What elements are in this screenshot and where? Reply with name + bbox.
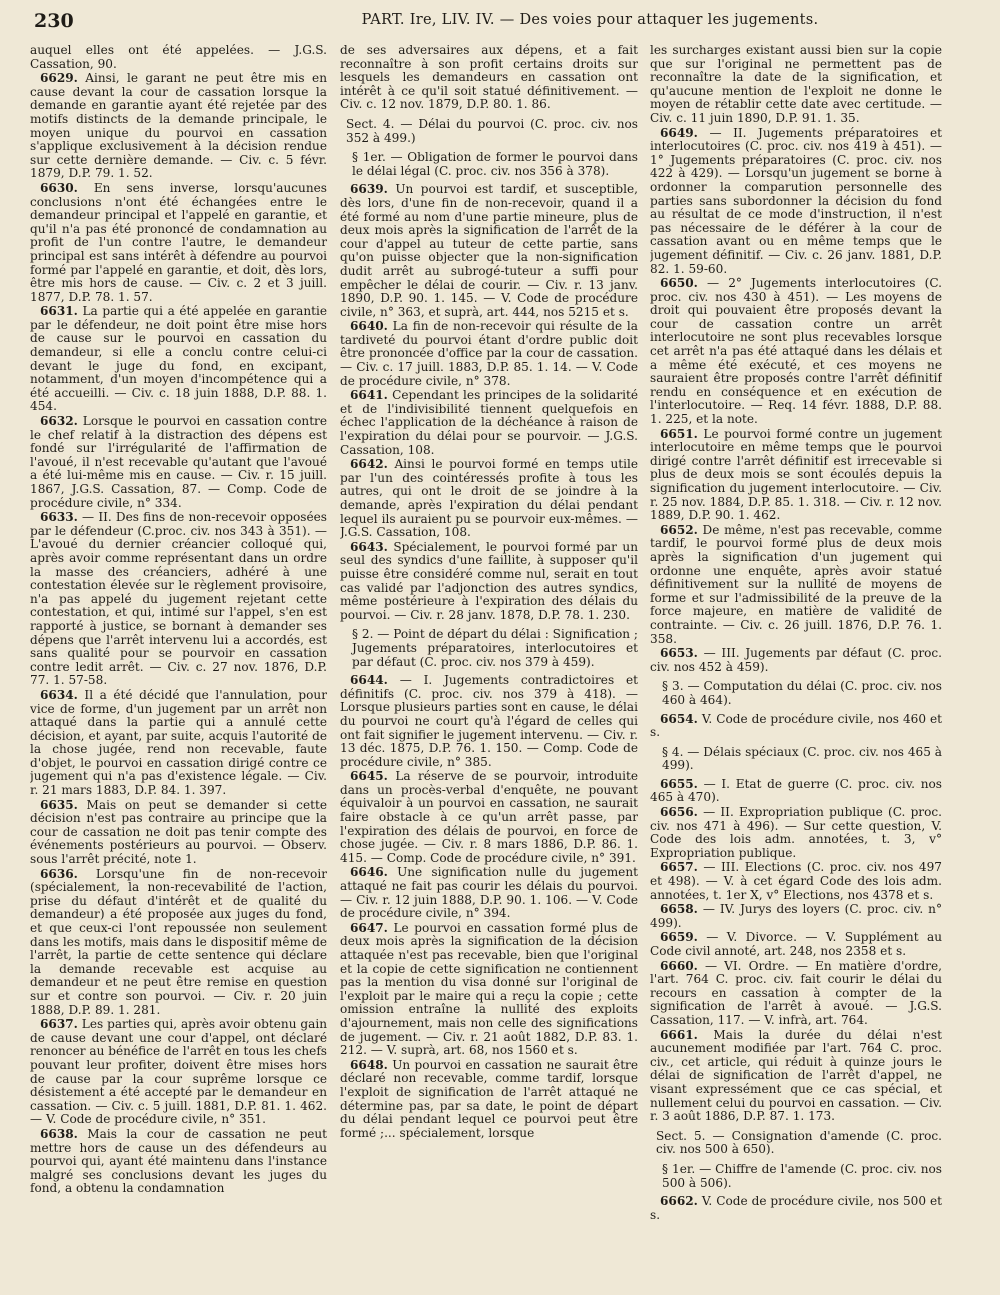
paragraph-number: 6650. bbox=[660, 276, 698, 291]
paragraph-number: 6636. bbox=[40, 866, 78, 881]
paragraph-text: En sens inverse, lorsqu'aucunes conclusions n'ont été échangées entre le demandeur principal et l'appelé en garantie, et qu'il n'a pas été prononcé de condamnation au profit de l'un contre l'autre, le demandeur principal est sans intérêt à défendre au pourvoi formé par l'appelé en garantie, et doit, dès lors, être mis hors de cause. — Civ. c. 2 et 3 juill. 1877, D.P. 78. 1. 57. bbox=[30, 180, 327, 304]
paragraph-text: Une signification nulle du jugement attaqué ne fait pas courir les délais du pourvoi. — Civ. r. 12 juin 1888, D.P. 90. 1. 106. — V. Code de procédure civile, n° 394. bbox=[340, 865, 638, 921]
paragraph-text: De même, n'est pas recevable, comme tardif, le pourvoi formé plus de deux mois après la signification d'un jugement qui ordonne une enquête, après avoir statué définitivement sur la nullité de moyens de forme et sur l'admissibilité de la preuve de la force majeure, en matière de validité de contrainte. — Civ. c. 26 juill. 1876, D.P. 76. 1. 358. bbox=[650, 522, 942, 646]
paragraph bbox=[650, 1195, 942, 1222]
paragraph-number: 6632. bbox=[40, 414, 78, 429]
subsection-heading bbox=[650, 680, 942, 707]
paragraph-text: § 1er. — Chiffre de l'amende (C. proc. civ. nos 500 à 506). bbox=[662, 1161, 942, 1190]
paragraph-number: 6647. bbox=[350, 920, 388, 935]
paragraph bbox=[30, 44, 327, 71]
paragraph-text: Le pourvoi formé contre un jugement interlocutoire en même temps que le pourvoi dirigé contre l'arrêt définitif est irrecevable si plus de deux mois se sont écoulés depuis la signification du jugement interlocutoire. — Civ. r. 25 nov. 1884, D.P. 85. 1. 318. — Civ. r. 12 nov. 1889, D.P. 90. 1. 462. bbox=[650, 426, 942, 523]
running-title: PART. Ire, LIV. IV. — Des voies pour attaquer les jugements. bbox=[361, 12, 819, 28]
paragraph-number: 6639. bbox=[350, 182, 388, 197]
paragraph-text: La réserve de se pourvoir, introduite dans un procès-verbal d'enquête, ne pouvant équivaloir à un pourvoi en cassation, ne saurait faire obstacle à ce qu'un arrêt passe, par l'expiration des délais de pourvoi, en force de chose jugée. — Civ. r. 8 mars 1886, D.P. 86. 1. 415. — Comp. Code de procédure civile, n° 391. bbox=[340, 769, 638, 865]
paragraph-text: § 1er. — Obligation de former le pourvoi dans le délai légal (C. proc. civ. nos 356 à 378). bbox=[352, 150, 638, 178]
paragraph-text: — I. Etat de guerre (C. proc. civ. nos 465 à 470). bbox=[650, 776, 942, 805]
paragraph bbox=[340, 866, 638, 920]
paragraph bbox=[650, 903, 942, 930]
paragraph-number: 6646. bbox=[350, 865, 388, 880]
paragraph-text: V. Code de procédure civile, nos 500 et s. bbox=[650, 1194, 942, 1222]
paragraph bbox=[340, 458, 638, 540]
paragraph bbox=[30, 305, 327, 414]
paragraph-number: 6629. bbox=[40, 71, 78, 86]
paragraph-text: — VI. Ordre. — En matière d'ordre, l'art. 764 C. proc. civ. fait courir le délai du recours en cassation à compter de la signification de l'arrêt à avoué. — J.G.S. Cassation, 117. — V. infrà, art. 764. bbox=[650, 958, 942, 1027]
page-header bbox=[30, 10, 970, 34]
paragraph bbox=[340, 183, 638, 319]
paragraph-text: V. Code de procédure civile, nos 460 et s. bbox=[650, 711, 942, 740]
paragraph-text: La partie qui a été appelée en garantie par le défendeur, ne doit point être mise hors de cause sur le pourvoi en cassation du demandeur, si elle a conclu contre celui-ci devant le juge du fond, en excipant, notamment, d'un moyen d'incompétence qui a été accueilli. — Civ. c. 18 juin 1888, D.P. 88. 1. 454. bbox=[30, 304, 327, 414]
text-column-left bbox=[30, 44, 327, 1287]
paragraph bbox=[340, 389, 638, 457]
paragraph-text: La fin de non-recevoir qui résulte de la tardiveté du pourvoi étant d'ordre public doit être prononcée d'office par la cour de cassation. — Civ. c. 17 juill. 1883, D.P. 85. 1. 14. — V. Code de procédure civile, n° 378. bbox=[340, 319, 638, 388]
paragraph bbox=[650, 524, 942, 646]
paragraph-text: de ses adversaires aux dépens, et a fait reconnaître à son profit certains droits sur lesquels les demandeurs en cassation ont intérêt à ce qu'il soit statué définitivement. — Civ. c. 12 nov. 1879, D.P. 80. 1. 86. bbox=[340, 44, 638, 112]
paragraph-text: Mais la cour de cassation ne peut mettre hors de cause un des défendeurs au pourvoi qui, ayant été maintenu dans l'instance malgré ses conclusions devant les juges du fond, a obtenu la condamnation bbox=[30, 1126, 327, 1196]
paragraph-number: 6652. bbox=[660, 522, 698, 537]
paragraph-text: Cependant les principes de la solidarité et de l'indivisibilité tiennent quelquefois en échec l'application de la déchéance à raison de l'expiration du délai pour se pourvoir. — J.G.S. Cassation, 108. bbox=[340, 388, 638, 457]
section-heading bbox=[340, 118, 638, 145]
paragraph-text: Mais la durée du délai n'est aucunement modifiée par l'art. 764 C. proc. civ., cet article, qui réduit à quinze jours le délai de signification de l'arrêt d'appel, ne visant expressément que ce cas spécial, et nullement celui du pourvoi en cassation. — Civ. r. 3 août 1886, D.P. 87. 1. 173. bbox=[650, 1027, 942, 1124]
paragraph-number: 6630. bbox=[40, 180, 78, 195]
paragraph-text: — II. Expropriation publique (C. proc. civ. nos 471 à 496). — Sur cette question, V. Code des lois adm. annotées, t. 3, v° Expropriation publique. bbox=[650, 805, 942, 860]
paragraph bbox=[30, 868, 327, 1018]
paragraph-text: — I. Jugements contradictoires et définitifs (C. proc. civ. nos 379 à 418). — Lorsque plusieurs parties sont en cause, le délai du pourvoi ne court qu'à l'égard de celles qui ont fait signifier le jugement intervenu. — Civ. r. 13 déc. 1875, D.P. 76. 1. 150. — Comp. Code de procédure civile, n° 385. bbox=[340, 673, 638, 769]
paragraph-text: Il a été décidé que l'annulation, pour vice de forme, d'un jugement par un arrêt non attaqué dans la partie qui a annulé cette décision, et ayant, par suite, acquis l'autorité de la chose jugée, rend non recevable, faute d'objet, le pourvoi en cassation dirigé contre ce jugement qui n'a pas d'existence légale. — Civ. r. 21 mars 1883, D.P. 84. 1. 397. bbox=[30, 687, 327, 798]
paragraph-text: Un pourvoi est tardif, et susceptible, dès lors, d'une fin de non-recevoir, quand il a été formé au nom d'une partie mineure, plus de deux mois après la signification de l'arrêt de la cour d'appel au tuteur de cette partie, sans qu'on puisse objecter que la non-signification dudit arrêt au subrogé-tuteur a suffi pour empêcher le délai de courir. — Civ. r. 13 janv. 1890, D.P. 90. 1. 145. — V. Code de procédure civile, n° 363, et suprà, art. 444, nos 5215 et s. bbox=[340, 182, 638, 319]
paragraph bbox=[340, 44, 638, 112]
text-column-middle bbox=[340, 44, 638, 1287]
paragraph-number: 6645. bbox=[350, 769, 388, 784]
paragraph-number: 6634. bbox=[40, 687, 78, 702]
paragraph bbox=[650, 277, 942, 427]
paragraph bbox=[650, 960, 942, 1028]
paragraph bbox=[30, 689, 327, 798]
paragraph-text: Sect. 4. — Délai du pourvoi (C. proc. civ. nos 352 à 499.) bbox=[346, 116, 638, 145]
paragraph-text: — V. Divorce. — V. Supplément au Code civil annoté, art. 248, nos 2358 et s. bbox=[650, 930, 942, 958]
paragraph-number: 6631. bbox=[40, 304, 78, 319]
paragraph bbox=[650, 1029, 942, 1124]
paragraph-text: Ainsi le pourvoi formé en temps utile par l'un des cointéressés profite à tous les autres, qui ont le droit de se joindre à la demande, après l'expiration du délai pendant lequel ils auraient pu se pourvoir eux-mêmes. — J.G.S. Cassation, 108. bbox=[340, 457, 638, 540]
paragraph bbox=[650, 127, 942, 277]
paragraph-number: 6661. bbox=[660, 1027, 698, 1042]
paragraph-text: Le pourvoi en cassation formé plus de deux mois après la signification de la décision attaquée n'est pas recevable, bien que l'original et la copie de cette signification ne contiennent pas la mention du visa donné sur l'original de l'exploit par le maire qui a reçu la copie ; cette omission entraîne la nullité des exploits d'ajournement, mais non celle des significations de jugement. — Civ. r. 21 août 1882, D.P. 83. 1. 212. — V. suprà, art. 68, nos 1560 et s. bbox=[340, 920, 638, 1058]
paragraph-number: 6635. bbox=[40, 797, 78, 812]
paragraph-number: 6642. bbox=[350, 457, 388, 472]
paragraph bbox=[650, 778, 942, 805]
page-number: 230 bbox=[34, 10, 74, 32]
paragraph bbox=[340, 770, 638, 865]
paragraph-number: 6649. bbox=[660, 125, 698, 140]
paragraph bbox=[30, 511, 327, 688]
paragraph-text: — IV. Jurys des loyers (C. proc. civ. n° 499). bbox=[650, 902, 942, 930]
paragraph-number: 6651. bbox=[660, 426, 698, 441]
paragraph-text: Lorsqu'une fin de non-recevoir (spécialement, la non-recevabilité de l'action, prise du défaut d'intérêt et de qualité du demandeur) a été proposée aux juges du fond, et que ceux-ci l'ont repoussée non seulement dans les motifs, mais dans le dispositif même de l'arrêt, la partie de cette sentence qui déclare la demande recevable est acquise au demandeur et ne peut être remise en question sur et contre son pourvoi. — Civ. r. 20 juin 1888, D.P. 89. 1. 281. bbox=[30, 866, 327, 1017]
paragraph-text: § 2. — Point de départ du délai : Signification ; Jugements préparatoires, interlocutoires et par défaut (C. proc. civ. nos 379 à 459). bbox=[352, 627, 638, 669]
paragraph bbox=[340, 541, 638, 623]
paragraph-number: 6638. bbox=[40, 1126, 78, 1141]
paragraph-text: § 4. — Délais spéciaux (C. proc. civ. nos 465 à 499). bbox=[662, 744, 942, 773]
paragraph-text: — 2° Jugements interlocutoires (C. proc. civ. nos 430 à 451). — Les moyens de droit qui pouvaient être proposés devant la cour de cassation contre un arrêt interlocutoire ne sont plus recevables lorsque cet arrêt n'a pas été attaqué dans les délais et a même été exécuté, et ces moyens ne sauraient être proposés contre l'arrêt définitif rendu en conséquence et en exécution de l'interlocutoire. — Req. 14 févr. 1888, D.P. 88. 1. 225, et la note. bbox=[650, 276, 942, 427]
paragraph bbox=[30, 799, 327, 867]
paragraph bbox=[650, 647, 942, 674]
paragraph bbox=[340, 320, 638, 388]
paragraph bbox=[30, 182, 327, 304]
paragraph bbox=[650, 861, 942, 902]
paragraph-number: 6658. bbox=[660, 902, 698, 917]
subsection-heading bbox=[650, 746, 942, 773]
paragraph-text: — II. Des fins de non-recevoir opposées par le défendeur (C.proc. civ. nos 343 à 351). — L'avoué du dernier créancier colloqué qui, après avoir comme représentant dans un ordre la masse des créanciers, adhéré à une contestation élevée sur le règlement provisoire, n'a pas appelé du jugement rejetant cette contestation, et qui, intimé sur l'appel, s'en est rapporté à justice, se bornant à demander ses dépens que l'arrêt intervenu lui a accordés, est sans qualité pour se pourvoir en cassation contre ledit arrêt. — Civ. c. 27 nov. 1876, D.P. 77. 1. 57-58. bbox=[30, 510, 327, 688]
paragraph-number: 6660. bbox=[660, 958, 698, 973]
paragraph-text: auquel elles ont été appelées. — J.G.S. Cassation, 90. bbox=[30, 44, 327, 71]
paragraph-text: Mais on peut se demander si cette décision n'est pas contraire au principe que la cour de cassation ne doit pas tenir compte des événements postérieurs au pourvoi. — Observ. sous l'arrêt précité, note 1. bbox=[30, 797, 327, 867]
paragraph bbox=[30, 1128, 327, 1196]
paragraph bbox=[650, 44, 942, 126]
paragraph-text: Ainsi, le garant ne peut être mis en cause devant la cour de cassation lorsque la demande en garantie ayant été rejetée par des motifs distincts de la demande principale, le moyen unique du pourvoi en cassation s'applique exclusivement à la décision rendue sur cette dernière demande. — Civ. c. 5 févr. 1879, D.P. 79. 1. 52. bbox=[30, 71, 327, 181]
paragraph bbox=[650, 931, 942, 958]
paragraph bbox=[650, 806, 942, 860]
paragraph bbox=[340, 674, 638, 769]
paragraph bbox=[650, 428, 942, 523]
text-column-right bbox=[650, 44, 942, 1287]
paragraph bbox=[30, 415, 327, 510]
paragraph-text: — II. Jugements préparatoires et interlocutoires (C. proc. civ. nos 419 à 451). — 1° Jugements préparatoires (C. proc. civ. nos 422 à 429). — Lorsqu'un jugement se borne à ordonner la comparution personnelle des parties sans subordonner la décision du fond au résultat de ce mode d'instruction, il n'est pas nécessaire de le déférer à la cour de cassation avant ou en même temps que le jugement définitif. — Civ. c. 26 janv. 1881, D.P. 82. 1. 59-60. bbox=[650, 125, 942, 276]
paragraph-number: 6655. bbox=[660, 776, 698, 791]
paragraph-number: 6633. bbox=[40, 510, 78, 525]
paragraph-text: — III. Jugements par défaut (C. proc. civ. nos 452 à 459). bbox=[650, 646, 942, 674]
paragraph bbox=[30, 72, 327, 181]
subsection-heading bbox=[340, 628, 638, 669]
paragraph-number: 6662. bbox=[660, 1194, 698, 1209]
paragraph-text: — III. Elections (C. proc. civ. nos 497 et 498). — V. à cet égard Code des lois adm. annotées, t. 1er X, v° Elections, nos 4378 et s. bbox=[650, 860, 942, 902]
paragraph-number: 6641. bbox=[350, 388, 388, 403]
paragraph-number: 6653. bbox=[660, 646, 698, 661]
paragraph bbox=[340, 1059, 638, 1141]
paragraph bbox=[30, 1018, 327, 1127]
paragraph-number: 6657. bbox=[660, 860, 698, 875]
paragraph-number: 6637. bbox=[40, 1017, 78, 1032]
paragraph bbox=[650, 713, 942, 740]
paragraph-number: 6644. bbox=[350, 673, 388, 688]
paragraph-text: Spécialement, le pourvoi formé par un seul des syndics d'une faillite, à supposer qu'il puisse être considéré comme nul, serait en tout cas validé par l'adjonction des autres syndics, même postérieure à l'expiration des délais du pourvoi. — Civ. r. 28 janv. 1878, D.P. 78. 1. 230. bbox=[340, 539, 638, 622]
section-heading bbox=[650, 1130, 942, 1157]
paragraph-number: 6654. bbox=[660, 711, 698, 726]
paragraph-text: § 3. — Computation du délai (C. proc. civ. nos 460 à 464). bbox=[662, 679, 942, 707]
paragraph-number: 6656. bbox=[660, 805, 698, 820]
paragraph-text: Les parties qui, après avoir obtenu gain de cause devant une cour d'appel, ont déclaré renoncer au bénéfice de l'arrêt en tous les chefs pouvant leur profiter, doivent être mises hors de cause par la cour suprême lorsque ce désistement a été accepté par le demandeur en cassation. — Civ. c. 5 juill. 1881, D.P. 81. 1. 462. — V. Code de procédure civile, n° 351. bbox=[30, 1017, 327, 1127]
subsection-heading bbox=[340, 151, 638, 178]
paragraph-number: 6643. bbox=[350, 539, 388, 554]
paragraph-text: les surcharges existant aussi bien sur la copie que sur l'original ne permettent pas de reconnaître la date de la signification, et qu'aucune mention de l'exploit ne donne le moyen de rétablir cette date avec certitude. — Civ. c. 11 juin 1890, D.P. 91. 1. 35. bbox=[650, 44, 942, 125]
paragraph-number: 6640. bbox=[350, 319, 388, 334]
paragraph-text: Un pourvoi en cassation ne saurait être déclaré non recevable, comme tardif, lorsque l'exploit de signification de l'arrêt attaqué ne détermine pas, par sa date, le point de départ du délai pendant lequel ce pourvoi peut être formé ;... spécialement, lorsque bbox=[340, 1057, 638, 1140]
subsection-heading bbox=[650, 1163, 942, 1190]
paragraph bbox=[340, 922, 638, 1058]
paragraph-text: Sect. 5. — Consignation d'amende (C. proc. civ. nos 500 à 650). bbox=[656, 1128, 942, 1157]
paragraph-number: 6648. bbox=[350, 1057, 388, 1072]
paragraph-text: Lorsque le pourvoi en cassation contre le chef relatif à la distraction des dépens est fondé sur l'irrégularité de l'affirmation de l'avoué, il n'est recevable qu'autant que l'avoué a été lui-même mis en cause. — Civ. r. 15 juill. 1867, J.G.S. Cassation, 87. — Comp. Code de procédure civile, n° 334. bbox=[30, 414, 327, 510]
paragraph-number: 6659. bbox=[660, 930, 698, 945]
